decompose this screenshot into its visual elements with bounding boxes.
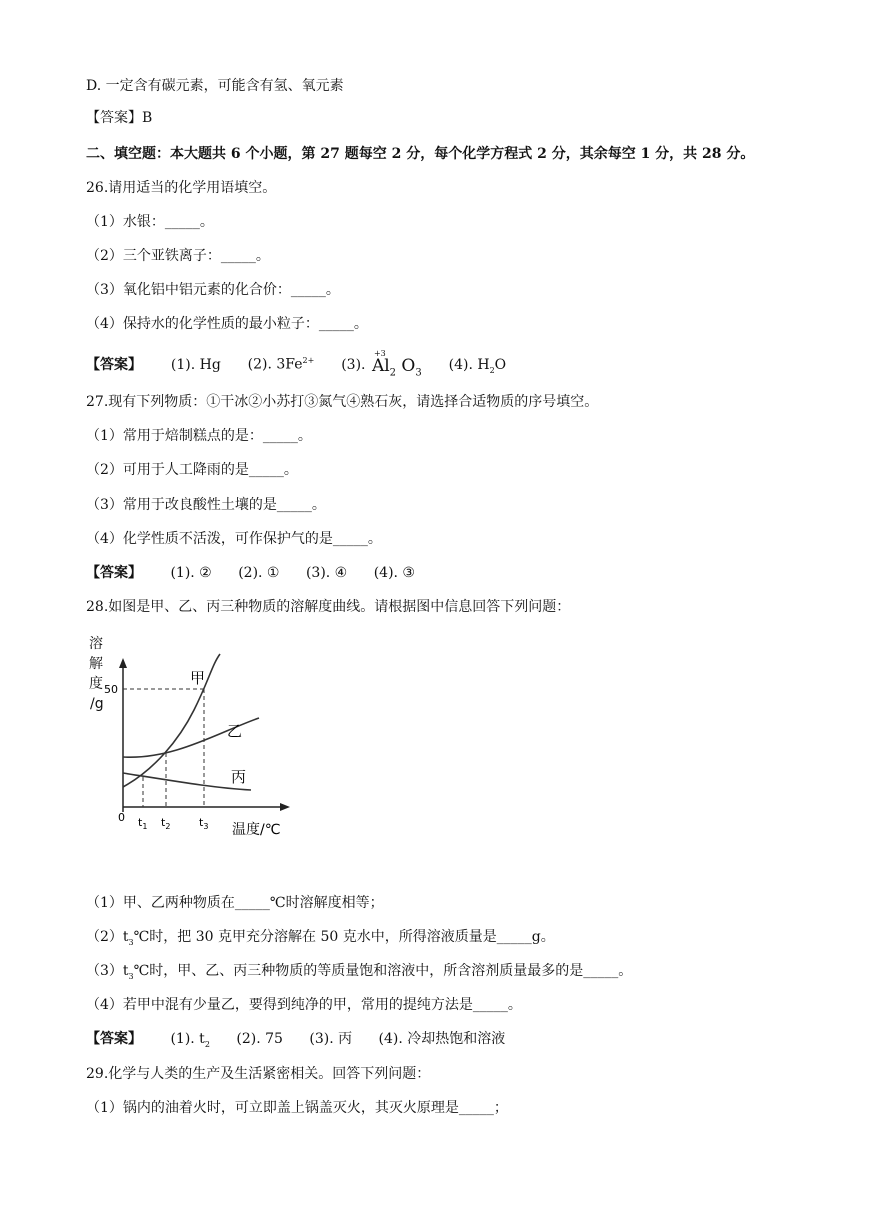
y-label-2: 解: [89, 656, 103, 672]
q27-answer-1: (1). ②: [170, 565, 212, 581]
q26-answer-2: (2). $3Fe^{2+}$: [247, 356, 315, 373]
x-axis-label: 温度/℃: [232, 822, 281, 838]
x-axis-arrow: [280, 803, 290, 811]
q28-answer-3: (3). 丙: [309, 1031, 353, 1047]
option-d: D. 一定含有碳元素，可能含有氢、氧元素: [86, 78, 344, 94]
q28-answer: 【答案】 (1). $t_2$ (2). 75 (3). 丙 (4). 冷却热饱和溶液: [86, 1029, 527, 1055]
y-tick-50: 50: [104, 683, 118, 696]
label-jia: 甲: [190, 669, 206, 687]
label-bing: 丙: [231, 768, 247, 786]
q28-answer-1: (1). $t_2$: [170, 1031, 210, 1049]
q26-stem: 26.请用适当的化学用语填空。: [86, 180, 277, 196]
y-label-1: 溶: [89, 636, 103, 652]
q27-stem: 27.现有下列物质：①干冰②小苏打③氮气④熟石灰，请选择合适物质的序号填空。: [86, 394, 599, 410]
q28-item-2: $(2)t_3℃$时，把 30 克甲充分溶解在 50 克水中，所得溶液质量是_____g。: [86, 929, 555, 947]
q27-item-3: （3）常用于改良酸性土壤的是_____。: [86, 497, 326, 513]
q28-answer-2: (2). 75: [236, 1031, 283, 1047]
q28-item-4: （4）若甲中混有少量乙，要得到纯净的甲，常用的提纯方法是_____。: [86, 997, 522, 1013]
y-axis-arrow: [119, 658, 127, 668]
q28-answer-4: (4). 冷却热饱和溶液: [378, 1031, 506, 1047]
q26-answer-3: (3). +3 $Al_2$ $O_3$: [341, 348, 422, 379]
q28-item-3: $(3)t_3℃$时，甲、乙、丙三种物质的等质量饱和溶液中，所含溶剂质量最多的是_____。: [86, 963, 633, 981]
solubility-graph: [84, 630, 304, 845]
q29-item-1: （1）锅内的油着火时，可立即盖上锅盖灭火，其灭火原理是_____；: [86, 1100, 508, 1116]
label-yi: 乙: [227, 722, 243, 740]
y-label-4: /g: [90, 696, 104, 712]
y-axis-label: [89, 635, 104, 712]
q27-item-4: （4）化学性质不活泼，可作保护气的是_____。: [86, 531, 382, 547]
q26-item-4: （4）保持水的化学性质的最小粒子：_____。: [86, 316, 368, 332]
q26-answer: 【答案】 (1). Hg (2). $3Fe^{2+}$ (3). +3 $Al_2$ $O_3$ (4). $H_2O$: [86, 351, 528, 381]
q27-item-2: （2）可用于人工降雨的是_____。: [86, 462, 298, 478]
x-tick-t1: $t_1$: [138, 816, 148, 831]
q26-answer-4: (4). $H_2O$: [448, 356, 507, 375]
x-tick-t2: $t_2$: [161, 816, 171, 831]
q28-stem: 28.如图是甲、乙、丙三种物质的溶解度曲线。请根据图中信息回答下列问题：: [86, 599, 571, 615]
q28-item-1: （1）甲、乙两种物质在_____℃时溶解度相等；: [86, 895, 384, 911]
curve-jia: [123, 654, 220, 787]
origin-label: 0: [118, 811, 125, 824]
q27-answer: 【答案】 (1). ② (2). ① (3). ④ (4). ③: [86, 565, 415, 581]
answer-25: 【答案】B: [86, 110, 153, 126]
q26-item-2: （2）三个亚铁离子：_____。: [86, 248, 270, 264]
x-tick-t3: $t_3$: [199, 816, 209, 831]
section-title: 二、填空题：本大题共 6 个小题，第 27 题每空 2 分，每个化学方程式 2 分，其余每空 1 分，共 28 分。: [86, 146, 755, 162]
q26-item-1: （1）水银：_____。: [86, 214, 214, 230]
y-label-3: 度: [89, 676, 103, 692]
q27-item-1: （1）常用于焙制糕点的是：_____。: [86, 428, 312, 444]
q29-stem: 29.化学与人类的生产及生活紧密相关。回答下列问题：: [86, 1066, 431, 1082]
q27-answer-2: (2). ①: [238, 565, 280, 581]
q27-answer-3: (3). ④: [305, 565, 348, 581]
q26-item-3: （3）氧化铝中铝元素的化合价：_____。: [86, 282, 340, 298]
q26-answer-1: (1). Hg: [170, 356, 221, 373]
q27-answer-4: (4). ③: [373, 565, 415, 581]
